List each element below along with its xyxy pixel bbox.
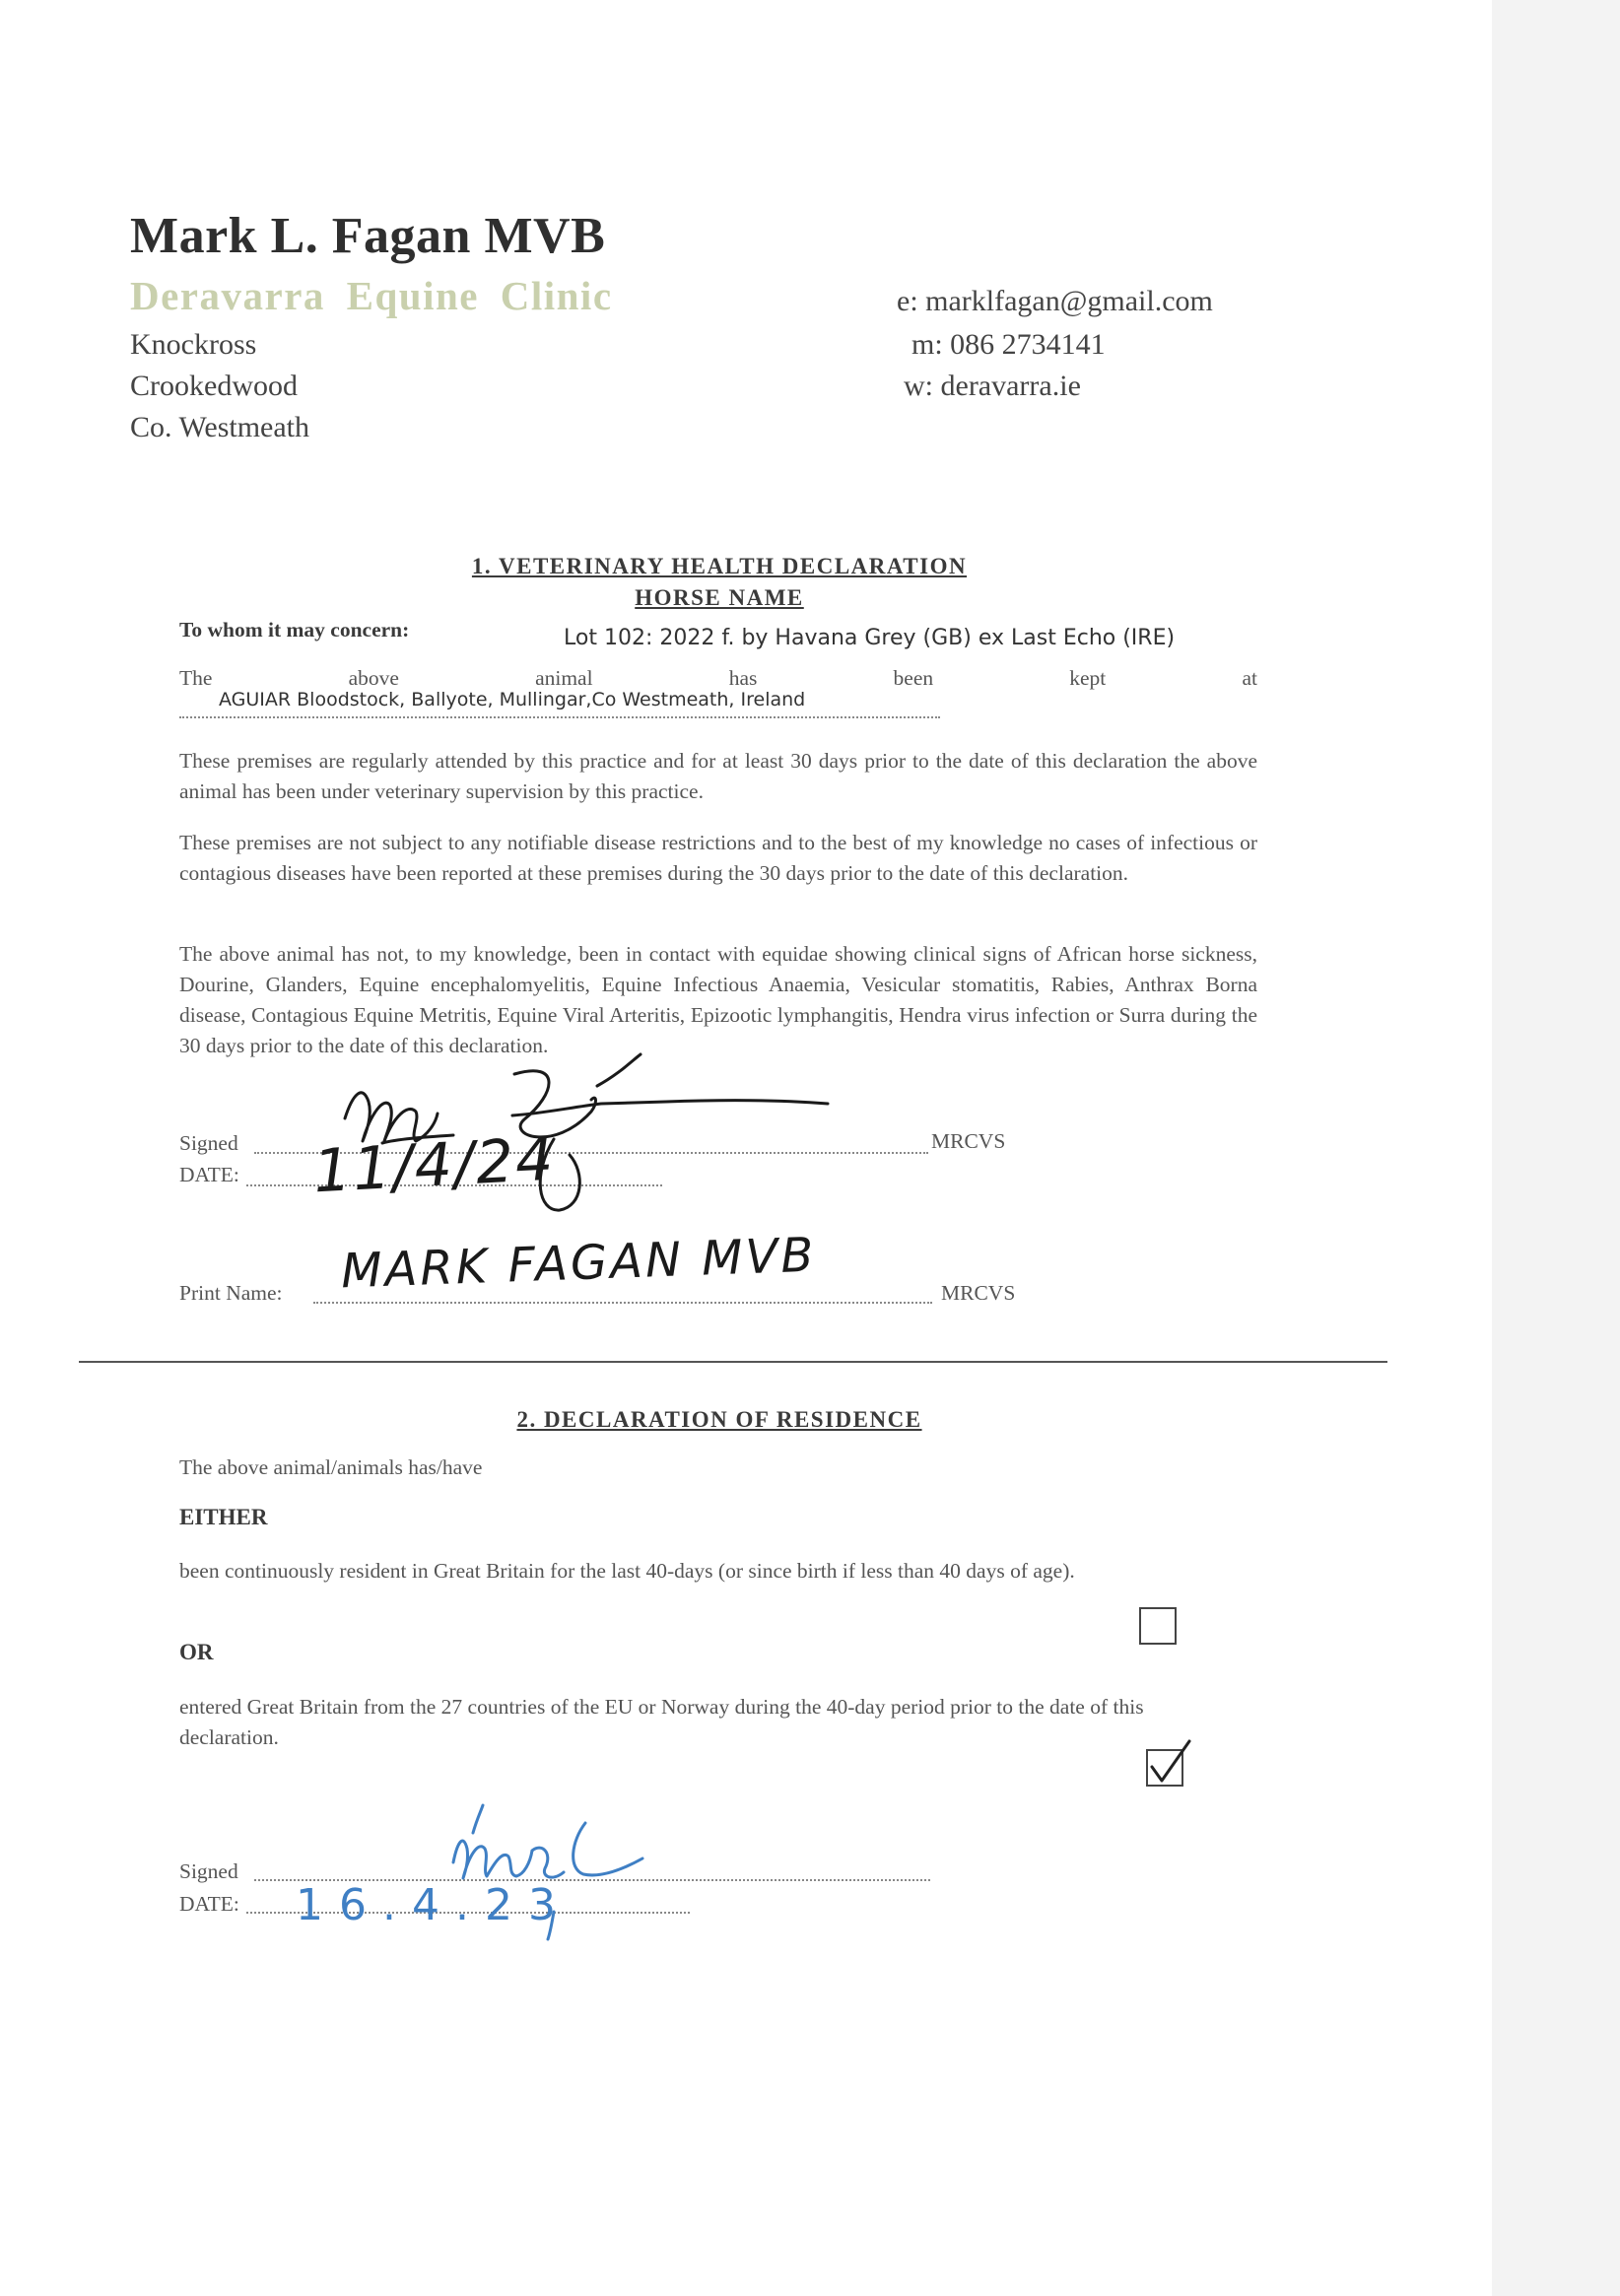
kept-word: animal [535, 666, 593, 690]
mrcvs-label: MRCVS [931, 1129, 1006, 1153]
kept-word: at [1242, 666, 1257, 690]
date-label: DATE: [179, 1163, 239, 1186]
premises-dotted-line [179, 716, 940, 718]
either-label: EITHER [179, 1505, 268, 1529]
print-name-label: Print Name: [179, 1281, 283, 1305]
date-handwritten-1: 11/4/24 [311, 1124, 557, 1207]
or-label: OR [179, 1640, 214, 1664]
paragraph-supervision: These premises are regularly attended by this practice and for at least 30 days prior to the date of this declaration the above animal has been under veterinary supervision by this practice. [179, 749, 1257, 803]
signed-label: Signed [179, 1131, 238, 1155]
kept-word: kept [1069, 666, 1107, 690]
vet-name: Mark L. Fagan MVB [130, 208, 606, 264]
section2-title: 2. DECLARATION OF RESIDENCE [516, 1407, 922, 1432]
print-name-dotted-line [313, 1302, 932, 1304]
section1-subtitle: HORSE NAME [635, 585, 804, 610]
contact-web: w: deravarra.ie [904, 370, 1081, 402]
kept-word: has [728, 666, 758, 690]
option-entered-gb: entered Great Britain from the 27 countries of the EU or Norway during the 40-day period prior to the date of this declaration. [179, 1695, 1144, 1749]
kept-at-line [179, 666, 1257, 691]
print-mrcvs-label: MRCVS [941, 1281, 1016, 1305]
kept-word: been [893, 666, 934, 690]
section1-title: 1. VETERINARY HEALTH DECLARATION [471, 554, 968, 578]
option1-checkbox[interactable] [1139, 1607, 1177, 1645]
to-whom-label: To whom it may concern: [179, 618, 410, 642]
contact-email: e: marklfagan@gmail.com [897, 285, 1213, 317]
horse-name: Lot 102: 2022 f. by Havana Grey (GB) ex Last Echo (IRE) [564, 626, 1176, 650]
clinic-name: Deravarra Equine Clinic [130, 273, 613, 318]
kept-word: above [348, 666, 399, 690]
signed-label-2: Signed [179, 1859, 238, 1883]
scan-edge [1492, 0, 1620, 2296]
kept-word: The [179, 666, 213, 690]
paragraph-no-restrictions: These premises are not subject to any notifiable disease restrictions and to the best of my knowledge no cases of infectious or contagious diseases have been reported at these premises during the 30 days prior to the date of this declaration. [179, 831, 1257, 885]
address-line-1: Knockross [130, 328, 257, 361]
address-line-2: Crookedwood [130, 370, 298, 402]
contact-mobile: m: 086 2734141 [911, 328, 1106, 361]
paragraph-no-contact: The above animal has not, to my knowledge, been in contact with equidae showing clinical signs of African horse sickness, Dourine, Glanders, Equine encephalomyelitis, Equine Infectious Anaemia, Vesicular stomatitis, Rabies, Anthrax Borna disease, Contagious Equine Metritis, Equine Viral Arteritis, Epizootic lymphangitis, Hendra virus infection or Surra during the 30 days prior to the date of this declaration. [179, 942, 1257, 1057]
premises-address: AGUIAR Bloodstock, Ballyote, Mullingar,Co Westmeath, Ireland [219, 689, 806, 710]
date-handwritten-2: 16.4.23 [296, 1880, 572, 1930]
option-continuous-residence: been continuously resident in Great Britain for the last 40-days (or since birth if less than 40 days of age). [179, 1559, 1075, 1583]
print-name-handwritten: MARK FAGAN MVB [340, 1227, 818, 1300]
option2-checkbox[interactable] [1146, 1749, 1183, 1787]
checkmark-icon [1144, 1737, 1195, 1789]
residence-intro: The above animal/animals has/have [179, 1455, 483, 1479]
date-label-2: DATE: [179, 1892, 239, 1916]
address-line-3: Co. Westmeath [130, 411, 310, 443]
section-divider [79, 1361, 1387, 1363]
